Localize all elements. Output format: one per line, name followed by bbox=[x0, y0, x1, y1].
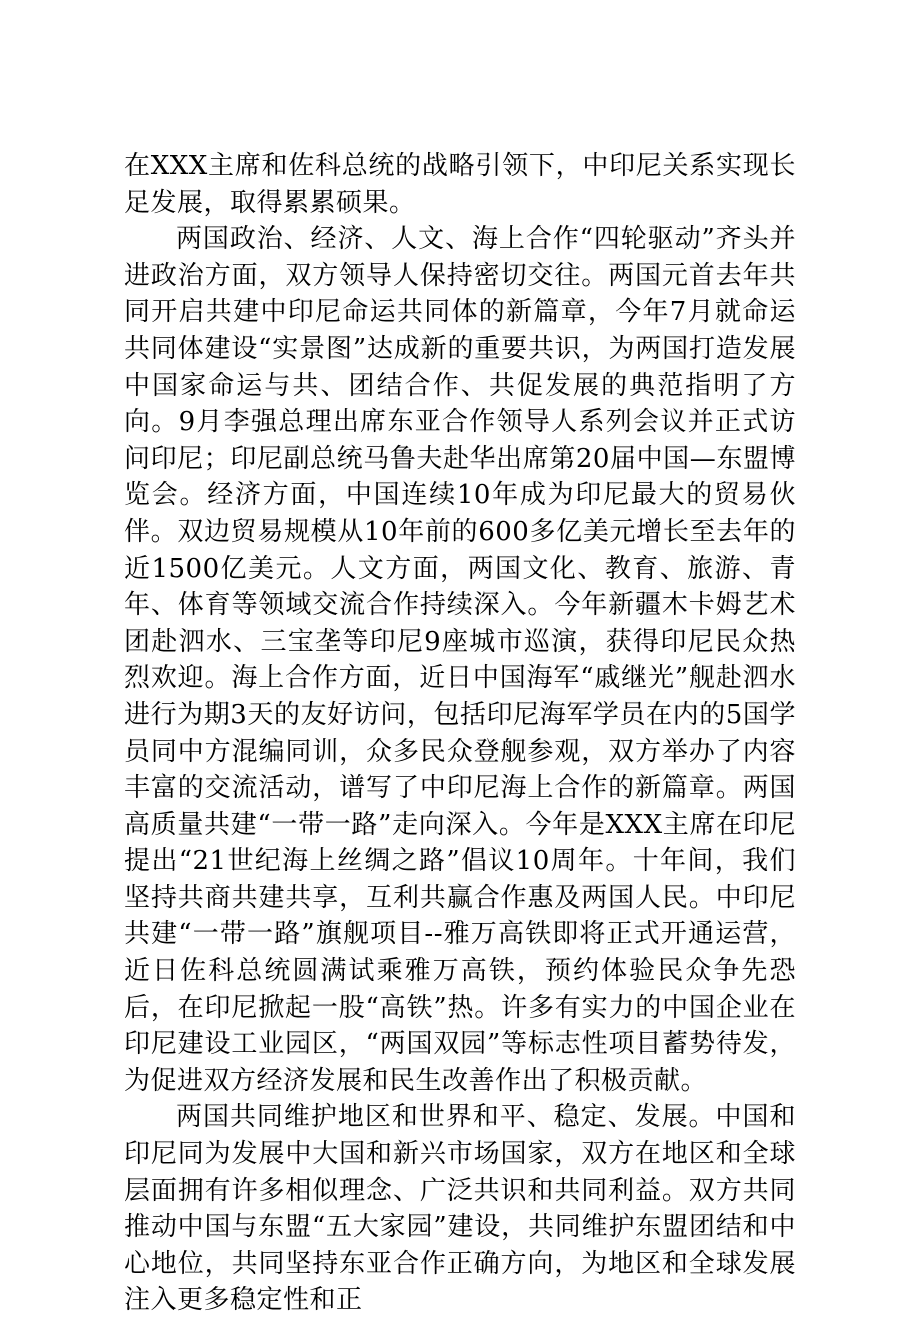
paragraph-3: 两国共同维护地区和世界和平、稳定、发展。中国和印尼同为发展中大国和新兴市场国家，双方在地区和全球层面拥有许多相似理念、广泛共识和共同利益。双方共同推动中国与东盟“五大家园”建设，共同维护东盟团结和中心地位，共同坚持东亚合作正确方向，为地区和全球发展注入更多稳定性和正 bbox=[124, 1102, 796, 1316]
article-body bbox=[124, 148, 796, 1319]
paragraph-1: 在XXX主席和佐科总统的战略引领下，中印尼关系实现长足发展，取得累累硕果。 bbox=[124, 151, 796, 218]
paragraph-2: 两国政治、经济、人文、海上合作“四轮驱动”齐头并进政治方面，双方领导人保持密切交往。两国元首去年共同开启共建中印尼命运共同体的新篇章，今年7月就命运共同体建设“实景图”达成新的重要共识，为两国打造发展中国家命运与共、团结合作、共促发展的典范指明了方向。9月李强总理出席东亚合作领导人系列会议并正式访问印尼；印尼副总统马鲁夫赴华出席第20届中国—东盟博览会。经济方面，中国连续10年成为印尼最大的贸易伙伴。双边贸易规模从10年前的600多亿美元增长至去年的近1500亿美元。人文方面，两国文化、教育、旅游、青年、体育等领域交流合作持续深入。今年新疆木卡姆艺术团赴泗水、三宝垄等印尼9座城市巡演，获得印尼民众热烈欢迎。海上合作方面，近日中国海军“戚继光”舰赴泗水进行为期3天的友好访问，包括印尼海军学员在内的5国学员同中方混编同训，众多民众登舰参观，双方举办了内容丰富的交流活动，谱写了中印尼海上合作的新篇章。两国高质量共建“一带一路”走向深入。今年是XXX主席在印尼提出“21世纪海上丝绸之路”倡议10周年。十年间，我们坚持共商共建共享，互利共赢合作惠及两国人民。中印尼共建“一带一路”旗舰项目--雅万高铁即将正式开通运营，近日佐科总统圆满试乘雅万高铁，预约体验民众争先恐后，在印尼掀起一股“高铁”热。许多有实力的中国企业在印尼建设工业园区，“两国双园”等标志性项目蓄势待发，为促进双方经济发展和民生改善作出了积极贡献。 bbox=[124, 224, 796, 1096]
